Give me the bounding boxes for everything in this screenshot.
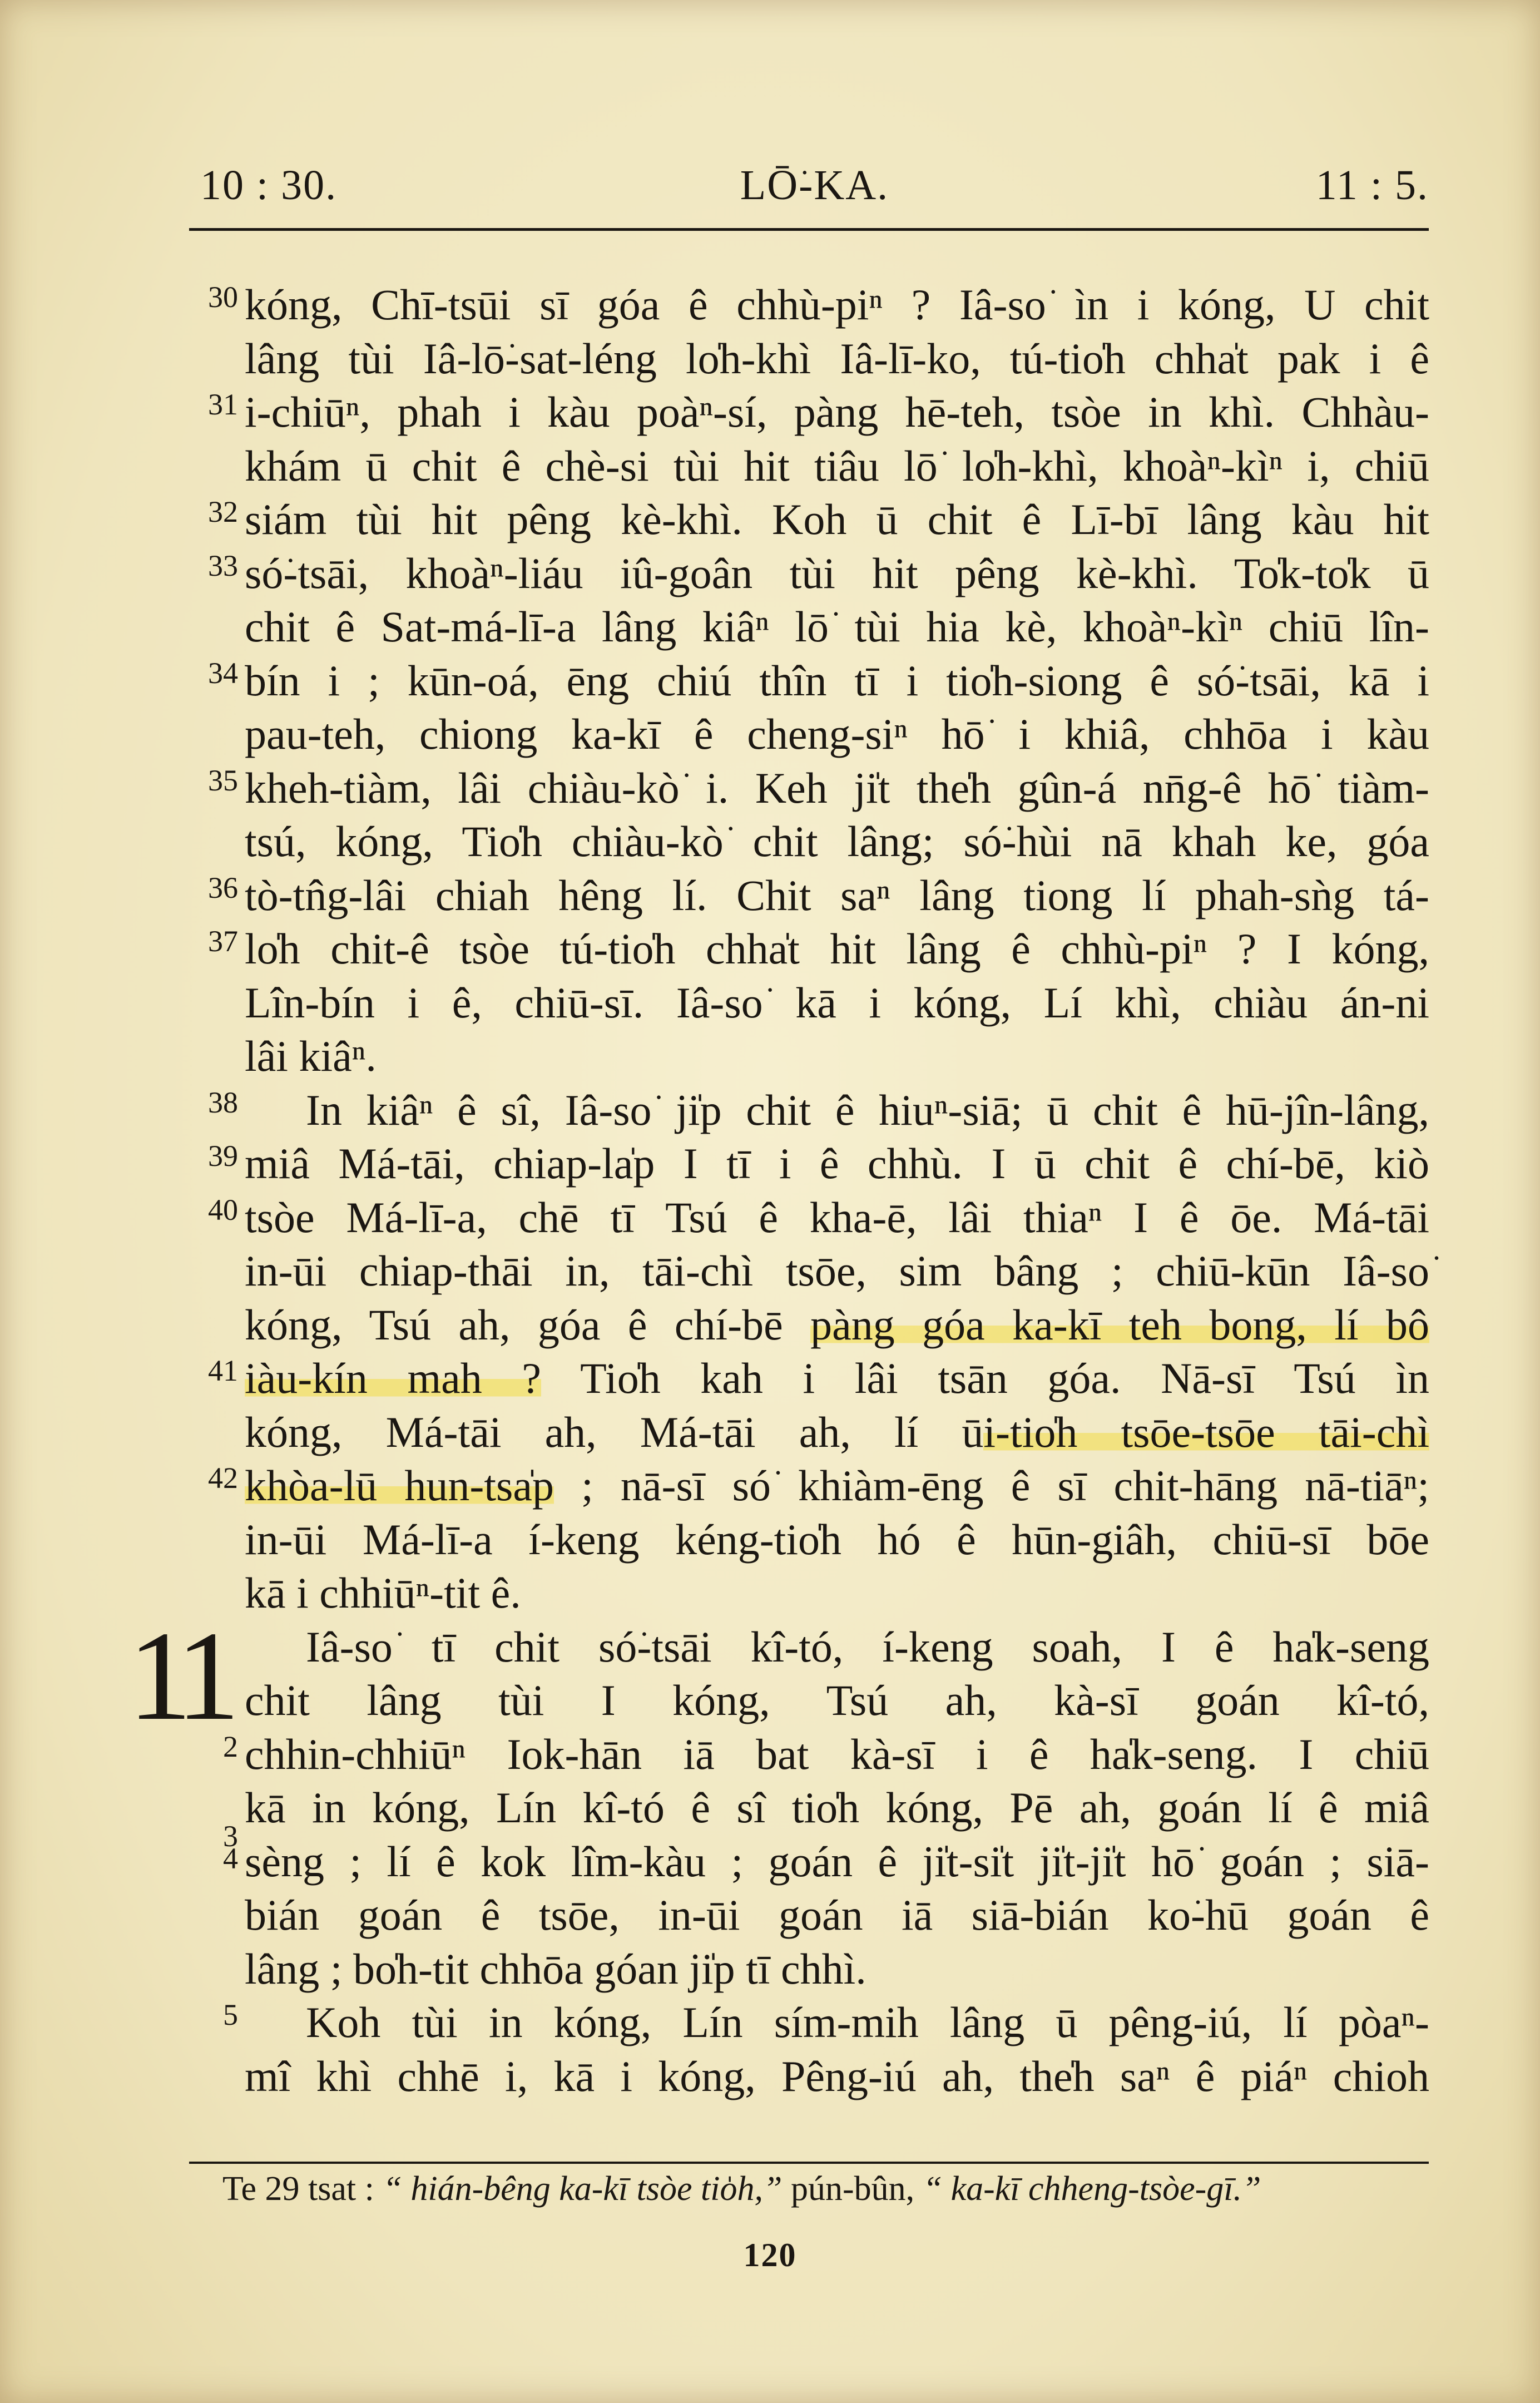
text-line <box>208 1459 1430 1513</box>
header-right-reference: 11 : 5. <box>1315 162 1429 209</box>
text-line <box>223 1728 1429 1782</box>
verse-number: 36 <box>208 871 238 904</box>
text-line <box>245 1566 1429 1620</box>
text-line <box>245 815 1429 869</box>
text-line <box>208 869 1429 923</box>
line-text: bián goán ê tsōe, in-ūi goán iā siā-bián ko͘-hū goán ê <box>245 1891 1429 1939</box>
highlighted-text: khòa-lū hun-tsa̍p <box>245 1461 554 1510</box>
line-text: tò-tn̂g-lâi chiah hêng lí. Chit saⁿ lâng tiong lí phah-sǹg tá- <box>245 871 1429 919</box>
line-text: bín i ; kūn-oá, ēng chiú thîn tī i tio̍h-siong ê só͘-tsāi, kā i <box>245 656 1429 705</box>
line-text: Lîn-bín i ê, chiū-sī. Iâ-so͘ kā i kóng, Lí khì, chiàu án-ni <box>245 978 1429 1027</box>
footnote-lead: Te 29 tsat : <box>222 2170 374 2208</box>
verse-number: 39 <box>208 1139 238 1173</box>
text-line <box>245 1406 1429 1460</box>
highlighted-text: iàu-kín mah ? <box>245 1354 541 1402</box>
text-line <box>208 278 1429 332</box>
line-text: kā i chhiūⁿ-tit ê. <box>245 1569 521 1617</box>
chapter-number: 11 <box>128 1604 229 1747</box>
text-line <box>245 708 1429 762</box>
line-text: mî khì chhē i, kā i kóng, Pêng-iú ah, the̍h saⁿ ê piáⁿ chioh <box>245 2051 1429 2100</box>
footnote-rule <box>189 2162 1429 2164</box>
line-text: pau-teh, chiong ka-kī ê cheng-siⁿ hō͘ i khiâ, chhōa i kàu <box>245 710 1429 758</box>
line-text: chit ê Sat-má-lī-a lâng kiâⁿ lō͘ tùi hia kè, khoàⁿ-kìⁿ chiū lîn- <box>245 602 1429 651</box>
line-text: iàu-kín mah ? Tio̍h kah i lâi tsān góa. Nā-sī Tsú ìn <box>245 1354 1429 1402</box>
line-text: In kiâⁿ ê sî, Iâ-so͘ ji̍p chit ê hiuⁿ-siā; ū chit ê hū-jîn-lâng, <box>306 1085 1429 1134</box>
highlighted-text: pàng góa ka-kī teh bong, lí bô <box>810 1300 1429 1349</box>
verse-number: 30 <box>208 280 238 314</box>
line-text: kóng, Chī-tsūi sī góa ê chhù-piⁿ ? Iâ-so͘ ìn i kóng, U chit <box>245 280 1429 329</box>
verse-number: 42 <box>208 1461 238 1495</box>
verse-number: 34 <box>208 656 238 690</box>
text-line <box>208 1352 1429 1406</box>
line-text: khòa-lū hun-tsa̍p ; nā-sī só͘ khiàm-ēng ê sī chit-hāng nā-tiāⁿ; <box>245 1461 1430 1510</box>
line-text: Iâ-so͘ tī chit só͘-tsāi kî-tó, í-keng soah, I ê ha̍k-seng <box>306 1622 1429 1671</box>
text-line <box>208 1191 1429 1245</box>
line-text: lâng ; bo̍h-tit chhōa góan ji̍p tī chhì. <box>245 1944 866 1993</box>
verse-number: 5 <box>223 1998 238 2031</box>
line-text: lâng tùi Iâ-lō͘-sat-léng lo̍h-khì Iâ-lī-ko, tú-tio̍h chha̍t pak i ê <box>245 334 1429 383</box>
text-line <box>245 2050 1429 2104</box>
line-text: in-ūi chiap-thāi in, tāi-chì tsōe, sim bâng ; chiū-kūn Iâ-so͘ <box>245 1247 1429 1295</box>
text-line <box>245 332 1429 386</box>
text-line <box>208 922 1429 976</box>
text-line <box>208 1137 1429 1191</box>
text-line <box>208 547 1429 601</box>
text-line <box>223 1996 1429 2050</box>
text-line <box>245 439 1429 493</box>
line-text: kheh-tiàm, lâi chiàu-kò͘ i. Keh ji̍t the̍h gûn-á nn̄g-ê hō͘ tiàm- <box>245 763 1429 812</box>
line-text: tsú, kóng, Tio̍h chiàu-kò͘ chit lâng; só͘-hùi nā khah ke, góa <box>245 817 1429 866</box>
verse-number: 2 <box>223 1729 238 1763</box>
text-line <box>245 1781 1429 1835</box>
line-text: sèng ; lí ê kok lîm-kàu ; goán ê ji̍t-si̍t ji̍t-ji̍t hō͘ goán ; siā- <box>245 1837 1429 1886</box>
text-line <box>245 1513 1429 1567</box>
footnote <box>222 2169 1402 2209</box>
text-line <box>245 1674 1429 1728</box>
text-line <box>245 1298 1429 1352</box>
text-line <box>208 1084 1429 1138</box>
verse-number: 35 <box>208 763 238 797</box>
line-text: tsòe Má-lī-a, chē tī Tsú ê kha-ē, lâi thiaⁿ I ê ōe. Má-tāi <box>245 1193 1429 1242</box>
verse-number: 37 <box>208 924 238 958</box>
verse-number: 33 <box>208 548 238 582</box>
line-text: siám tùi hit pêng kè-khì. Koh ū chit ê Lī-bī lâng kàu hit <box>245 495 1429 543</box>
line-text: khám ū chit ê chè-si tùi hit tiâu lō͘ lo̍h-khì, khoàⁿ-kìⁿ i, chiū <box>245 441 1429 490</box>
line-text: kóng, Tsú ah, góa ê chí-bē pàng góa ka-kī teh bong, lí bô <box>245 1300 1429 1349</box>
text-line <box>208 493 1429 547</box>
line-text: chit lâng tùi I kóng, Tsú ah, kà-sī goán kî-tó, <box>245 1676 1429 1724</box>
line-text: lâi kiâⁿ. <box>245 1032 377 1080</box>
line-text: kóng, Má-tāi ah, Má-tāi ah, lí ūi-tio̍h tsōe-tsōe tāi-chì <box>245 1407 1430 1456</box>
line-text: i-chiūⁿ, phah i kàu poàⁿ-sí, pàng hē-teh, tsòe in khì. Chhàu- <box>245 388 1429 436</box>
scripture-text <box>128 278 1430 2103</box>
text-line <box>208 762 1429 815</box>
footnote-quote-2: “ ka-kī chheng-tsòe-gī.” <box>923 2170 1261 2208</box>
verse-number: 41 <box>208 1354 238 1387</box>
text-line <box>245 1942 1429 1996</box>
header-book-title: LŌ͘-KA. <box>740 162 889 209</box>
verse-number: 31 <box>208 388 238 421</box>
running-header <box>200 161 1429 211</box>
line-text: chhin-chhiūⁿ Iok-hān iā bat kà-sī i ê ha̍k-seng. I chiū <box>245 1729 1429 1778</box>
verse-number: 40 <box>208 1193 238 1227</box>
text-line <box>245 1030 1429 1084</box>
text-line <box>208 385 1429 439</box>
verse-number: 38 <box>208 1085 238 1119</box>
text-line <box>245 600 1429 654</box>
line-text: in-ūi Má-lī-a í-keng kéng-tio̍h hó ê hūn-giâh, chiū-sī bōe <box>245 1515 1429 1564</box>
line-text: kā in kóng, Lín kî-tó ê sî tio̍h kóng, Pē ah, goán lí ê miâ <box>245 1783 1429 1832</box>
verse-number: 3 4 <box>223 1819 238 1875</box>
text-line <box>245 1244 1429 1298</box>
text-line <box>208 654 1429 708</box>
header-left-reference: 10 : 30. <box>200 162 338 209</box>
page-number: 120 <box>743 2237 797 2273</box>
line-text: só͘-tsāi, khoàⁿ-liáu iû-goân tùi hit pêng kè-khì. To̍k-to̍k ū <box>245 548 1429 597</box>
verse-number: 32 <box>208 495 238 528</box>
header-rule <box>189 228 1429 231</box>
line-text: Koh tùi in kóng, Lín sím-mih lâng ū pêng-iú, lí pòaⁿ- <box>306 1998 1429 2046</box>
footnote-quote-1: “ hián-bêng ka-kī tsòe tio̍h,” <box>383 2170 783 2208</box>
footnote-mid: pún-bûn, <box>790 2170 915 2208</box>
line-text: miâ Má-tāi, chiap-la̍p I tī i ê chhù. I ū chit ê chí-bē, kiò <box>245 1139 1429 1188</box>
text-line <box>245 1888 1429 1942</box>
text-line <box>245 976 1429 1030</box>
line-text: lo̍h chit-ê tsòe tú-tio̍h chha̍t hit lâng ê chhù-piⁿ ? I kóng, <box>245 924 1429 973</box>
highlighted-text: i-tio̍h tsōe-tsōe tāi-chì <box>983 1407 1430 1456</box>
text-line <box>223 1819 1429 1889</box>
